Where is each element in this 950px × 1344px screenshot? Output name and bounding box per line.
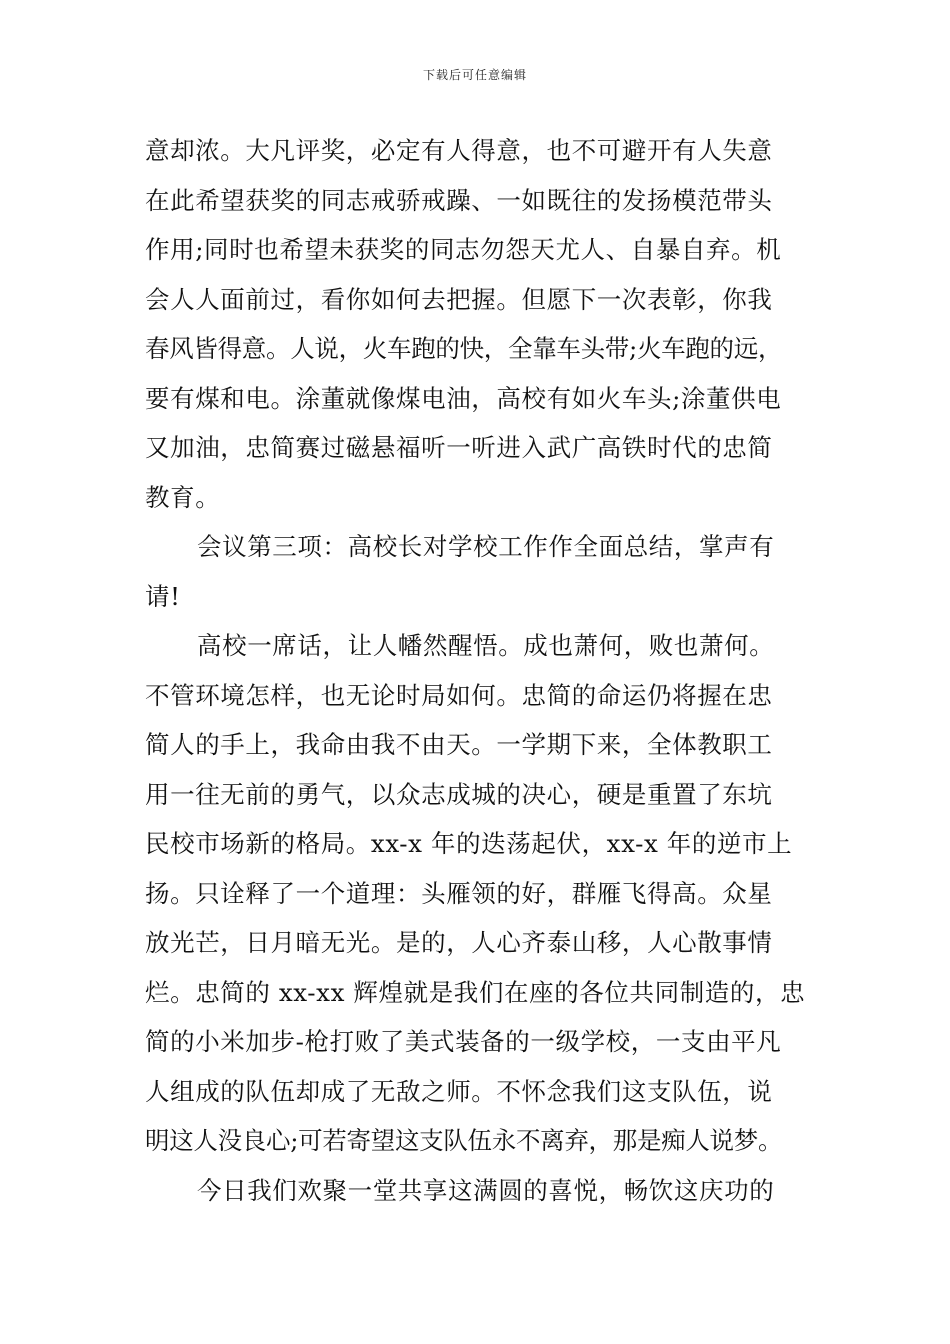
text-line: 高校一席话，让人幡然醒悟。成也萧何，败也萧何。 <box>197 631 775 660</box>
text-line: 民校市场新的格局。xx-x 年的迭荡起伏，xx-x 年的逆市上 <box>145 829 793 858</box>
text-line: 又加油，忠简赛过磁悬福听一听进入武广高铁时代的忠简 <box>145 433 773 462</box>
text-line: 意却浓。大凡评奖，必定有人得意，也不可避开有人失意 <box>145 136 773 165</box>
text-line: 人组成的队伍却成了无敌之师。不怀念我们这支队伍，说 <box>145 1076 773 1106</box>
text-line: 烂。忠简的 xx-xx 辉煌就是我们在座的各位共同制造的，忠 <box>145 977 806 1007</box>
text-line: 简的小米加步-枪打败了美式装备的一级学校，一支由平凡 <box>145 1027 782 1056</box>
text-line: 用一往无前的勇气，以众志成城的决心，硬是重置了东坑 <box>145 779 773 809</box>
text-line: 放光芒，日月暗无光。是的，人心齐泰山移，人心散事情 <box>145 928 773 957</box>
text-line: 作用;同时也希望未获奖的同志勿怨天尤人、自暴自弃。机 <box>145 235 782 264</box>
text-line: 扬。只诠释了一个道理：头雁领的好，群雁飞得高。众星 <box>145 878 773 908</box>
text-line: 简人的手上，我命由我不由天。一学期下来，全体教职工 <box>145 730 773 759</box>
text-line: 要有煤和电。涂董就像煤电油，高校有如火车头;涂董供电 <box>145 383 782 413</box>
text-line: 请! <box>145 581 181 611</box>
text-line: 会议第三项：高校长对学校工作作全面总结，掌声有 <box>197 532 775 561</box>
text-line: 春风皆得意。人说，火车跑的快，全靠车头带;火车跑的远， <box>145 334 783 363</box>
header-note: 下载后可任意编辑 <box>422 68 527 82</box>
text-line: 教育。 <box>145 482 221 512</box>
text-line: 今日我们欢聚一堂共享这满圆的喜悦，畅饮这庆功的 <box>197 1175 775 1205</box>
text-line: 会人人面前过，看你如何去把握。但愿下一次表彰，你我 <box>145 284 773 314</box>
document-body <box>145 126 825 1215</box>
text-line: 不管环境怎样，也无论时局如何。忠简的命运仍将握在忠 <box>145 680 773 710</box>
text-line: 在此希望获奖的同志戒骄戒躁、一如既往的发扬模范带头 <box>145 185 773 215</box>
text-line: 明这人没良心;可若寄望这支队伍永不离弃，那是痴人说梦。 <box>145 1126 783 1155</box>
